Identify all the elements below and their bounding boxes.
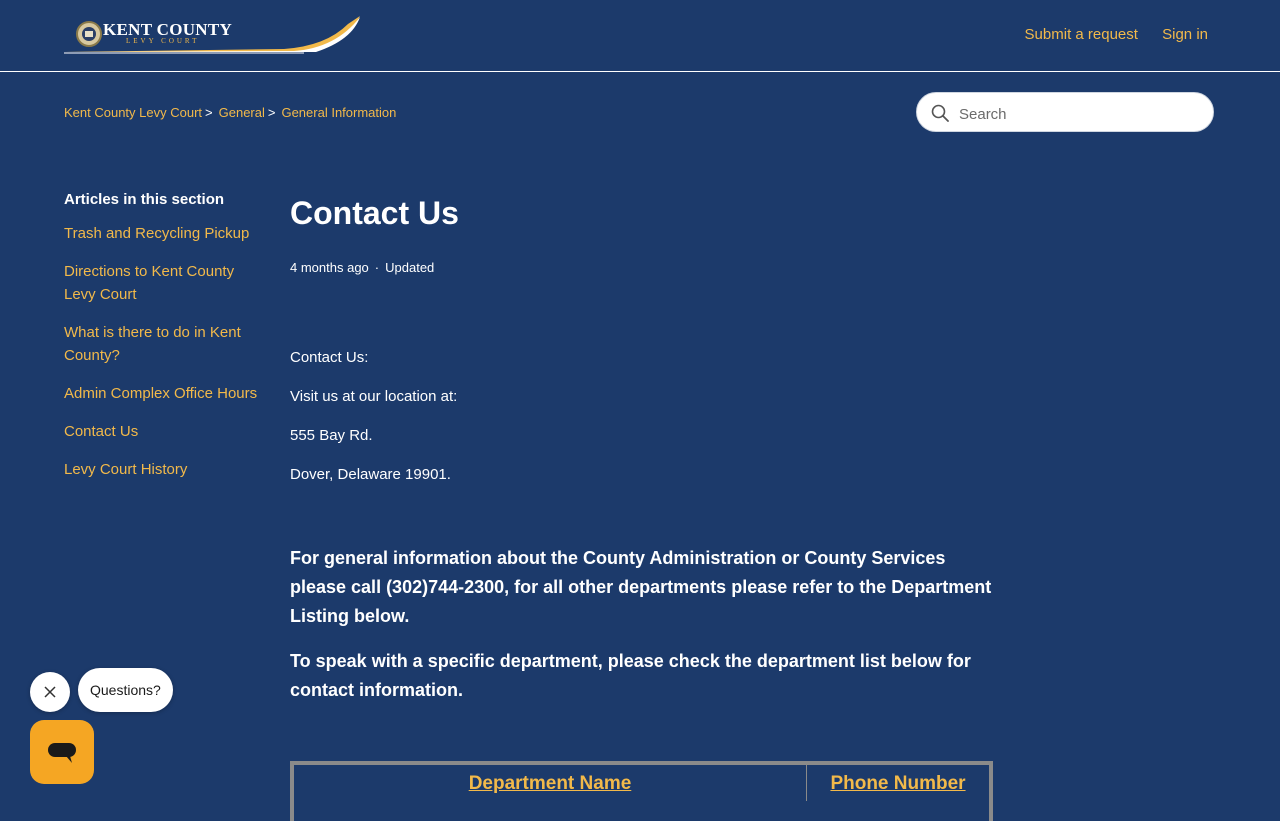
article-time: 4 months ago bbox=[290, 260, 369, 275]
phone-number-link[interactable]: Phone Number bbox=[830, 773, 966, 794]
breadcrumb-item-general[interactable]: General bbox=[218, 105, 265, 120]
sidebar-item bbox=[64, 382, 264, 405]
article-meta bbox=[290, 260, 995, 276]
article-body bbox=[290, 348, 995, 484]
page-title: Contact Us bbox=[290, 195, 459, 231]
close-icon bbox=[43, 685, 57, 699]
sidebar-item bbox=[64, 321, 264, 367]
sidebar-item-directions[interactable]: Directions to Kent County Levy Court bbox=[64, 263, 235, 303]
column-header-phone-number bbox=[807, 765, 990, 801]
search-icon bbox=[931, 104, 949, 122]
table-header-row bbox=[294, 765, 989, 801]
header-nav bbox=[1005, 26, 1208, 43]
submit-request-link[interactable]: Submit a request bbox=[1024, 26, 1138, 43]
kent-county-logo[interactable] bbox=[64, 16, 362, 54]
breadcrumb-item-kent-county-levy-court[interactable]: Kent County Levy Court bbox=[64, 105, 203, 120]
search-box bbox=[916, 92, 1214, 132]
body-paragraph: Visit us at our location at: bbox=[290, 388, 458, 405]
sidebar-item-office-hours[interactable]: Admin Complex Office Hours bbox=[64, 385, 258, 402]
logo-subtitle: LEVY COURT bbox=[126, 37, 200, 45]
sidebar-item-levy-court-history[interactable]: Levy Court History bbox=[64, 461, 188, 478]
department-table-grid bbox=[294, 765, 989, 801]
logo-title: KENT COUNTY bbox=[103, 20, 233, 39]
lead-paragraph: To speak with a specific department, please check the department list below for contact information. bbox=[290, 651, 971, 700]
sidebar-heading: Articles in this section bbox=[64, 191, 225, 208]
breadcrumb-separator: > bbox=[205, 105, 213, 120]
chat-icon bbox=[46, 741, 78, 765]
sidebar-item bbox=[64, 260, 264, 306]
department-table bbox=[290, 761, 993, 821]
articles-sidebar bbox=[64, 190, 264, 496]
breadcrumb-separator: > bbox=[267, 105, 276, 120]
breadcrumb bbox=[64, 105, 396, 120]
sidebar-item-trash-recycling[interactable]: Trash and Recycling Pickup bbox=[64, 225, 250, 242]
chat-launcher-button[interactable] bbox=[30, 720, 94, 784]
sign-in-link[interactable]: Sign in bbox=[1162, 26, 1208, 43]
body-paragraph: Contact Us: bbox=[290, 349, 369, 366]
department-name-link[interactable]: Department Name bbox=[468, 773, 632, 794]
search-input[interactable] bbox=[957, 102, 1201, 126]
sidebar-item-things-to-do[interactable]: What is there to do in Kent County? bbox=[64, 324, 241, 364]
column-header-department-name bbox=[294, 765, 807, 801]
article bbox=[290, 192, 995, 721]
sidebar-item-contact-us[interactable]: Contact Us bbox=[64, 423, 139, 440]
meta-separator: · bbox=[374, 260, 380, 275]
body-paragraph: Dover, Delaware 19901. bbox=[290, 466, 451, 483]
sidebar-item bbox=[64, 458, 264, 481]
sidebar-item bbox=[64, 420, 264, 443]
site-header bbox=[0, 0, 1280, 72]
sidebar-list bbox=[64, 222, 264, 481]
sidebar-item bbox=[64, 222, 264, 245]
body-paragraph: 555 Bay Rd. bbox=[290, 427, 373, 444]
chat-dismiss-button[interactable] bbox=[30, 672, 70, 712]
breadcrumb-item-general-information[interactable]: General Information bbox=[281, 105, 397, 120]
chat-prompt-bubble[interactable]: Questions? bbox=[78, 668, 173, 712]
article-status: Updated bbox=[385, 260, 435, 275]
article-lead bbox=[290, 544, 995, 705]
lead-paragraph: For general information about the County Administration or County Services please call (302)744-2300, for all other departments please refer to the Department Listing below. bbox=[290, 548, 992, 626]
